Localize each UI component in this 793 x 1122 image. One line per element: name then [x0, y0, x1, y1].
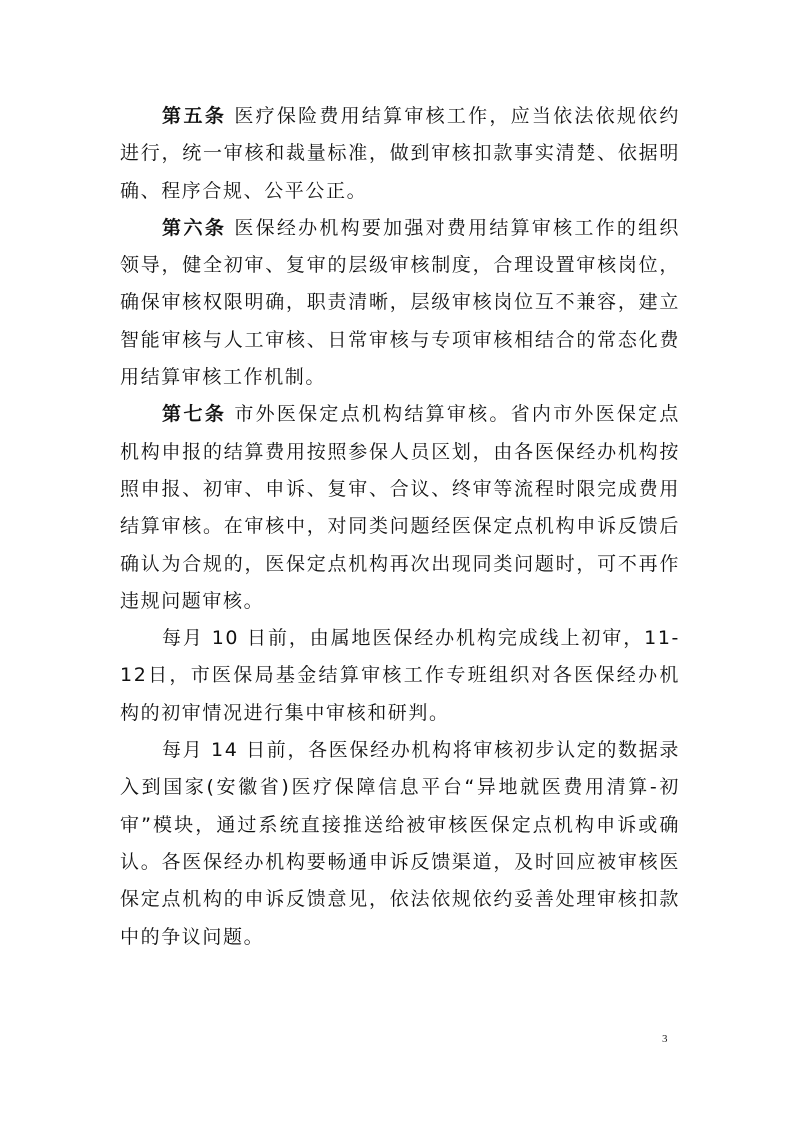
article-5-paragraph: [120, 98, 680, 210]
article-7-heading: 第七条: [162, 403, 227, 426]
schedule-14th-paragraph: [120, 732, 680, 956]
document-body: [120, 98, 680, 956]
article-6-heading: 第六条: [162, 216, 227, 239]
article-5-heading: 第五条: [162, 105, 227, 127]
article-7-paragraph: [120, 396, 680, 620]
article-5-text: 医疗保险费用结算审核工作，应当依法依规依约进行，统一审核和裁量标准，做到审核扣款事实清楚、依据明确、程序合规、公平公正。: [120, 105, 680, 202]
article-6-paragraph: [120, 210, 680, 396]
schedule-10th-text: 每月 10 日前，由属地医保经办机构完成线上初审，11-12日，市医保局基金结算审核工作专班组织对各医保经办机构的初审情况进行集中审核和研判。: [120, 627, 680, 724]
schedule-10th-paragraph: [120, 620, 680, 732]
article-6-text: 医保经办机构要加强对费用结算审核工作的组织领导，健全初审、复审的层级审核制度，合理设置审核岗位，确保审核权限明确，职责清晰，层级审核岗位互不兼容，建立智能审核与人工审核、日常审核与专项审核相结合的常态化费用结算审核工作机制。: [120, 216, 680, 389]
schedule-14th-text: 每月 14 日前，各医保经办机构将审核初步认定的数据录入到国家(安徽省)医疗保障信息平台“异地就医费用清算-初审”模块，通过系统直接推送给被审核医保定点机构申诉或确认。各医保经办机构要畅通申诉反馈渠道，及时回应被审核医保定点机构的申诉反馈意见，依法依规依约妥善处理审核扣款中的争议问题。: [120, 739, 680, 948]
page-number: 3: [662, 1033, 668, 1045]
article-7-text: 市外医保定点机构结算审核。省内市外医保定点机构申报的结算费用按照参保人员区划，由各医保经办机构按照申报、初审、申诉、复审、合议、终审等流程时限完成费用结算审核。在审核中，对同类问题经医保定点机构申诉反馈后确认为合规的，医保定点机构再次出现同类问题时，可不再作违规问题审核。: [120, 403, 680, 612]
